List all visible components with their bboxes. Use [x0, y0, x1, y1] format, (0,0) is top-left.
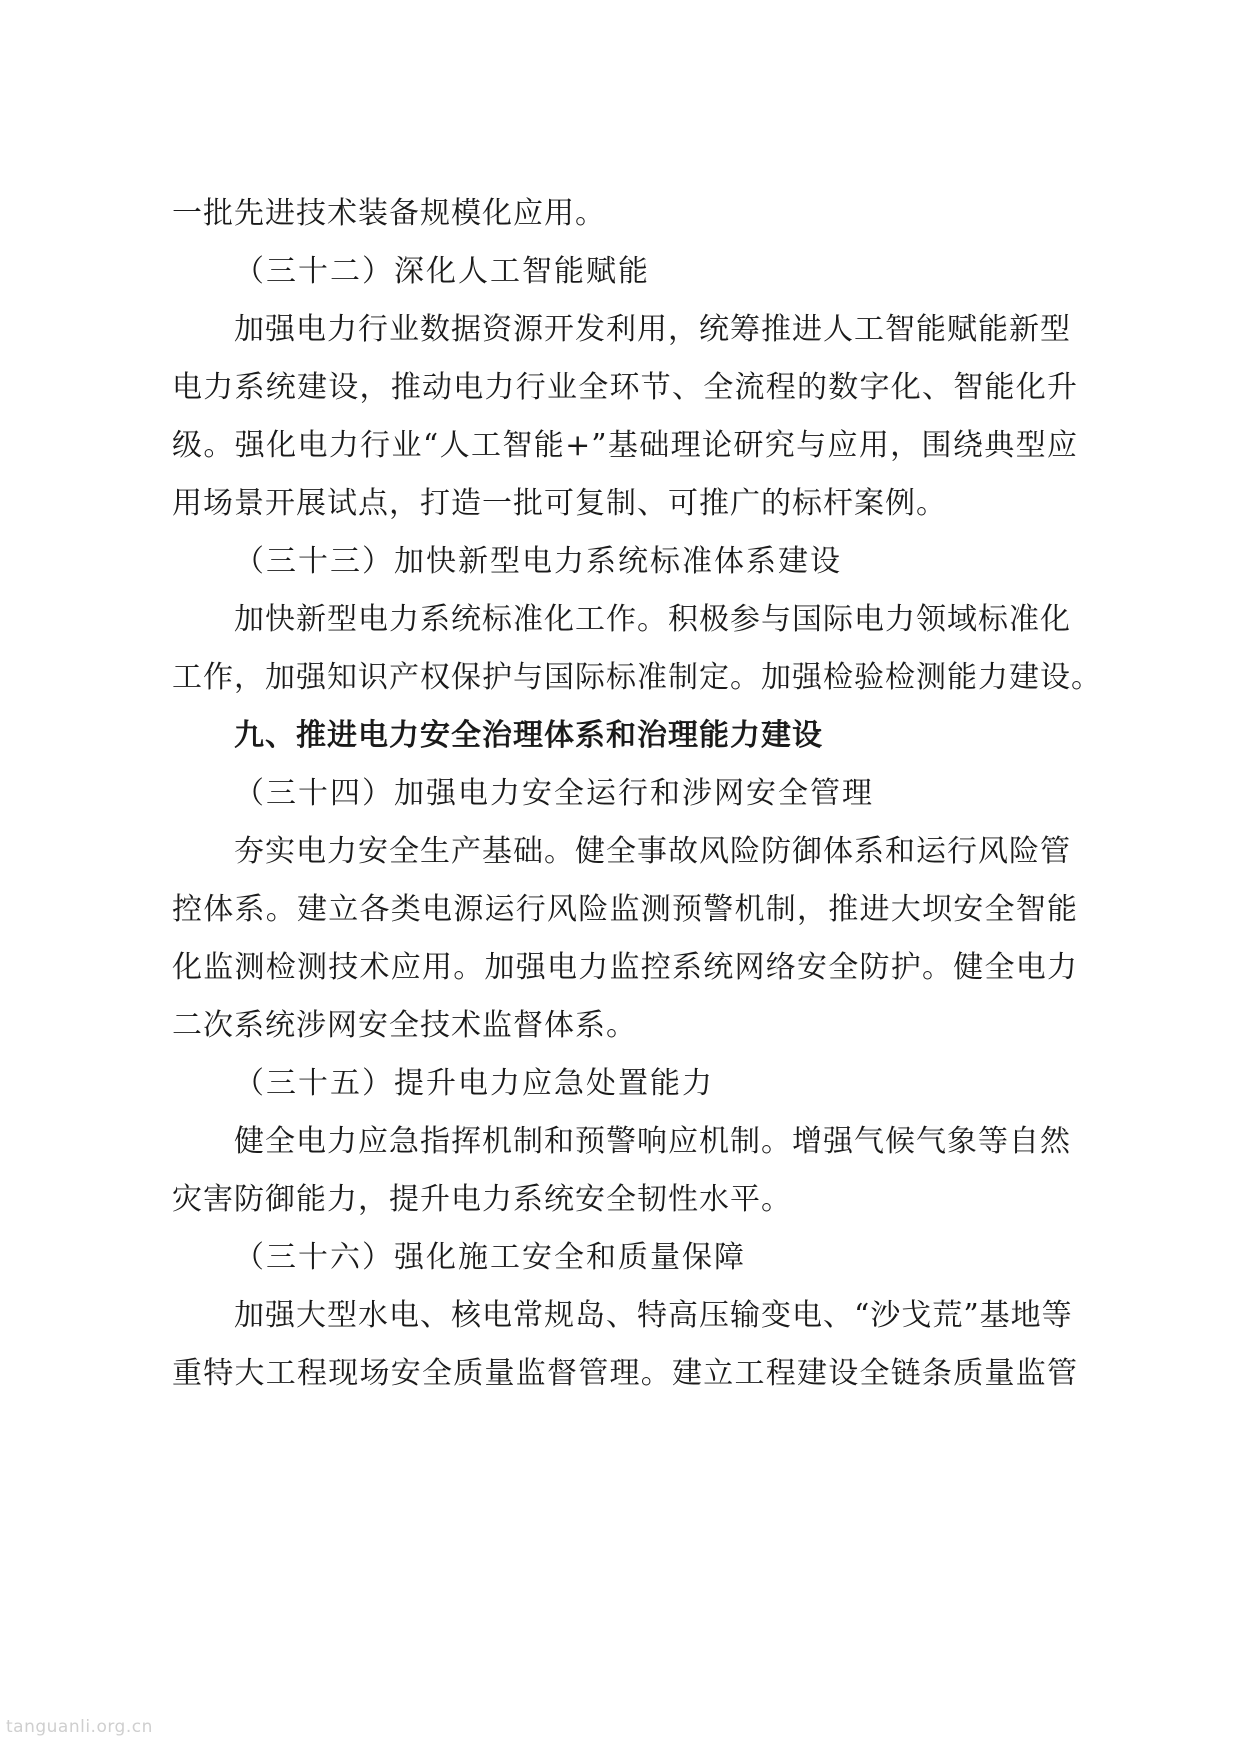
subsection-heading: （三十三）加快新型电力系统标准体系建设	[234, 544, 842, 579]
body-text-line: 二次系统涉网安全技术监督体系。	[172, 1008, 637, 1043]
body-text-line: 一批先进技术装备规模化应用。	[172, 196, 606, 231]
subsection-heading: （三十二）深化人工智能赋能	[234, 254, 650, 289]
section-heading: 九、推进电力安全治理体系和治理能力建设	[234, 718, 823, 753]
body-text-line: 重特大工程现场安全质量监督管理。建立工程建设全链条质量监管	[172, 1356, 1078, 1391]
body-text-line: 化监测检测技术应用。加强电力监控系统网络安全防护。健全电力	[172, 950, 1078, 985]
subsection-heading: （三十六）强化施工安全和质量保障	[234, 1240, 746, 1275]
paragraph-first-line: 加强大型水电、核电常规岛、特高压输变电、“沙戈荒”基地等	[234, 1298, 1073, 1333]
subsection-heading: （三十五）提升电力应急处置能力	[234, 1066, 714, 1101]
body-text-line: 工作，加强知识产权保护与国际标准制定。加强检验检测能力建设。	[172, 660, 1102, 695]
body-text-line: 灾害防御能力，提升电力系统安全韧性水平。	[172, 1182, 792, 1217]
body-text-line: 级。强化电力行业“人工智能+”基础理论研究与应用，围绕典型应	[172, 428, 1078, 463]
paragraph-first-line: 加快新型电力系统标准化工作。积极参与国际电力领域标准化	[234, 602, 1071, 637]
body-text-line: 用场景开展试点，打造一批可复制、可推广的标杆案例。	[172, 486, 947, 521]
paragraph-first-line: 加强电力行业数据资源开发利用，统筹推进人工智能赋能新型	[234, 312, 1071, 347]
body-text-line: 控体系。建立各类电源运行风险监测预警机制，推进大坝安全智能	[172, 892, 1078, 927]
paragraph-first-line: 健全电力应急指挥机制和预警响应机制。增强气候气象等自然	[234, 1124, 1071, 1159]
paragraph-first-line: 夯实电力安全生产基础。健全事故风险防御体系和运行风险管	[234, 834, 1071, 869]
watermark: tanguanli.org.cn	[6, 1717, 153, 1737]
body-text-line: 电力系统建设，推动电力行业全环节、全流程的数字化、智能化升	[172, 370, 1078, 405]
subsection-heading: （三十四）加强电力安全运行和涉网安全管理	[234, 776, 874, 811]
